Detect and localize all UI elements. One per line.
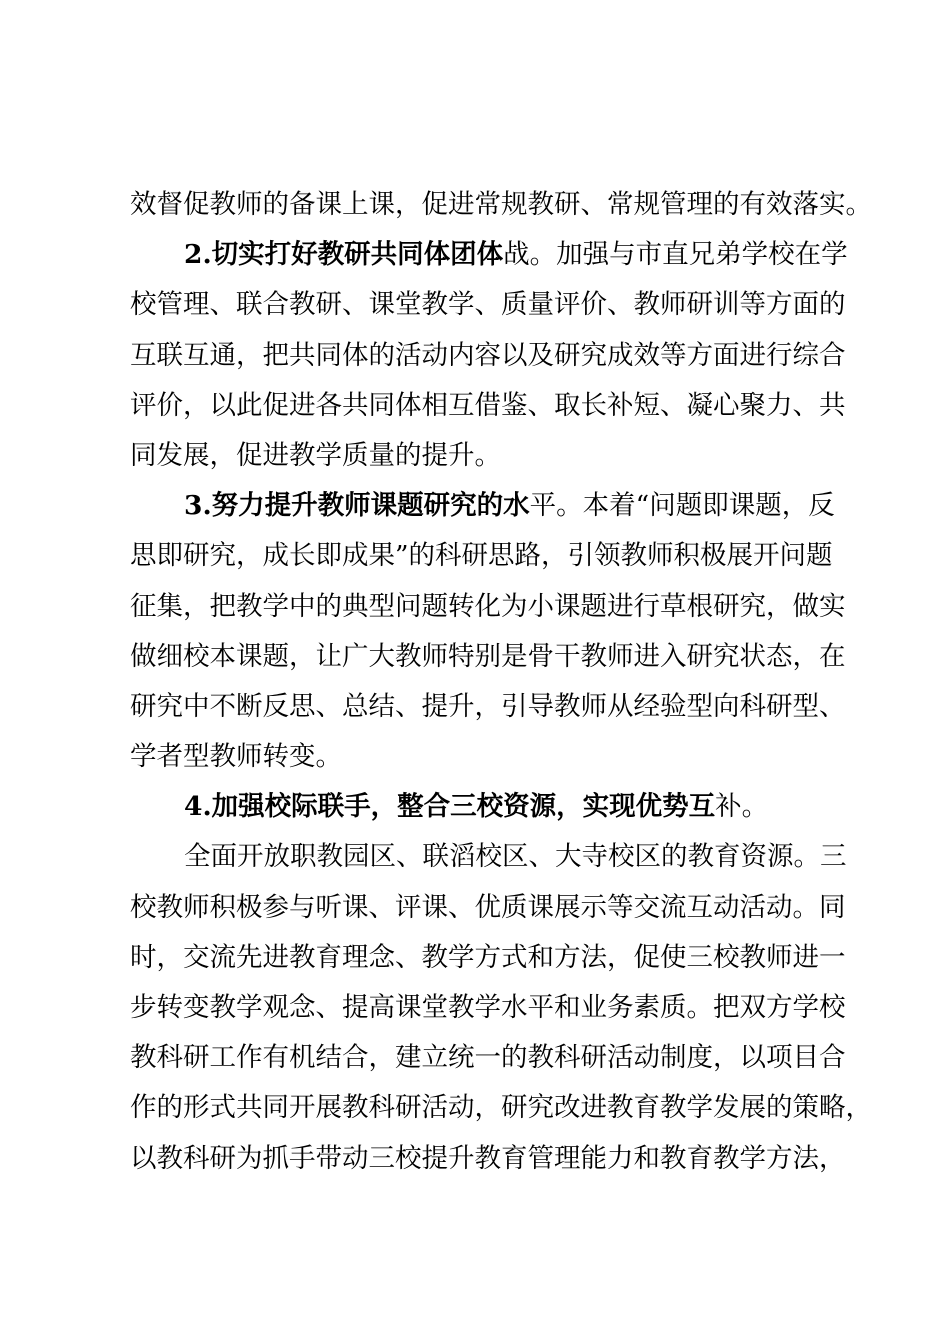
text-line <box>130 983 846 1033</box>
text-line <box>130 582 846 632</box>
text-line <box>130 180 872 230</box>
line-text: 思即研究，成长即成果”的科研思路，引领教师积极展开问题 <box>130 540 833 572</box>
section-heading: 2.切实打好教研共同体团体 <box>184 239 504 271</box>
text-line <box>130 782 822 832</box>
line-text: 做细校本课题，让广大教师特别是骨干教师进入研究状态，在 <box>130 640 846 672</box>
text-line <box>130 1033 846 1083</box>
text-line <box>130 632 846 682</box>
line-text: 学者型教师转变。 <box>130 741 342 773</box>
line-text: 同发展，促进教学质量的提升。 <box>130 439 501 471</box>
line-text: 互联互通，把共同体的活动内容以及研究成效等方面进行综合 <box>130 339 846 371</box>
line-text: 效督促教师的备课上课，促进常规教研、常规管理的有效落实。 <box>130 189 872 220</box>
section-heading: 4.加强校际联手，整合三校资源，实现优势互 <box>184 791 716 823</box>
line-text: 教科研工作有机结合，建立统一的教科研活动制度，以项目合 <box>130 1042 846 1074</box>
line-text: 研究中不断反思、总结、提升，引导教师从经验型向科研型、 <box>130 690 846 722</box>
text-line <box>130 481 835 531</box>
text-line <box>130 682 846 732</box>
text-line <box>130 431 822 481</box>
text-line <box>130 1134 846 1184</box>
text-line <box>130 531 833 581</box>
line-text: 时，交流先进教育理念、教学方式和方法，促使三校教师进一 <box>130 941 846 973</box>
text-line <box>130 732 822 782</box>
line-text: 全面开放职教园区、联滔校区、大寺校区的教育资源。三 <box>184 841 847 873</box>
text-line <box>130 280 846 330</box>
text-line <box>130 331 846 381</box>
text-line <box>130 832 847 882</box>
text-line <box>130 933 846 983</box>
text-line <box>130 230 848 280</box>
text-line <box>130 381 846 431</box>
line-text: 评价，以此促进各共同体相互借鉴、取长补短、凝心聚力、共 <box>130 389 846 421</box>
line-text: 校管理、联合教研、课堂教学、质量评价、教师研训等方面的 <box>130 289 846 321</box>
line-text: 以教科研为抓手带动三校提升教育管理能力和教育教学方法， <box>130 1142 846 1174</box>
section-heading: 3.努力提升教师课题研究的水 <box>184 490 530 522</box>
line-text: 平。本着“问题即课题，反 <box>529 490 835 522</box>
line-text: 征集，把教学中的典型问题转化为小课题进行草根研究，做实 <box>130 590 846 622</box>
text-line <box>130 883 846 933</box>
line-text: 步转变教学观念、提高课堂教学水平和业务素质。把双方学校 <box>130 992 846 1023</box>
document-body <box>130 180 872 1184</box>
line-text: 作的形式共同开展教科研活动，研究改进教育教学发展的策略， <box>130 1092 872 1124</box>
text-line <box>130 1083 872 1133</box>
line-text: 战。加强与市直兄弟学校在学 <box>503 239 848 271</box>
line-text: 补。 <box>715 791 769 823</box>
line-text: 校教师积极参与听课、评课、优质课展示等交流互动活动。同 <box>130 891 846 923</box>
